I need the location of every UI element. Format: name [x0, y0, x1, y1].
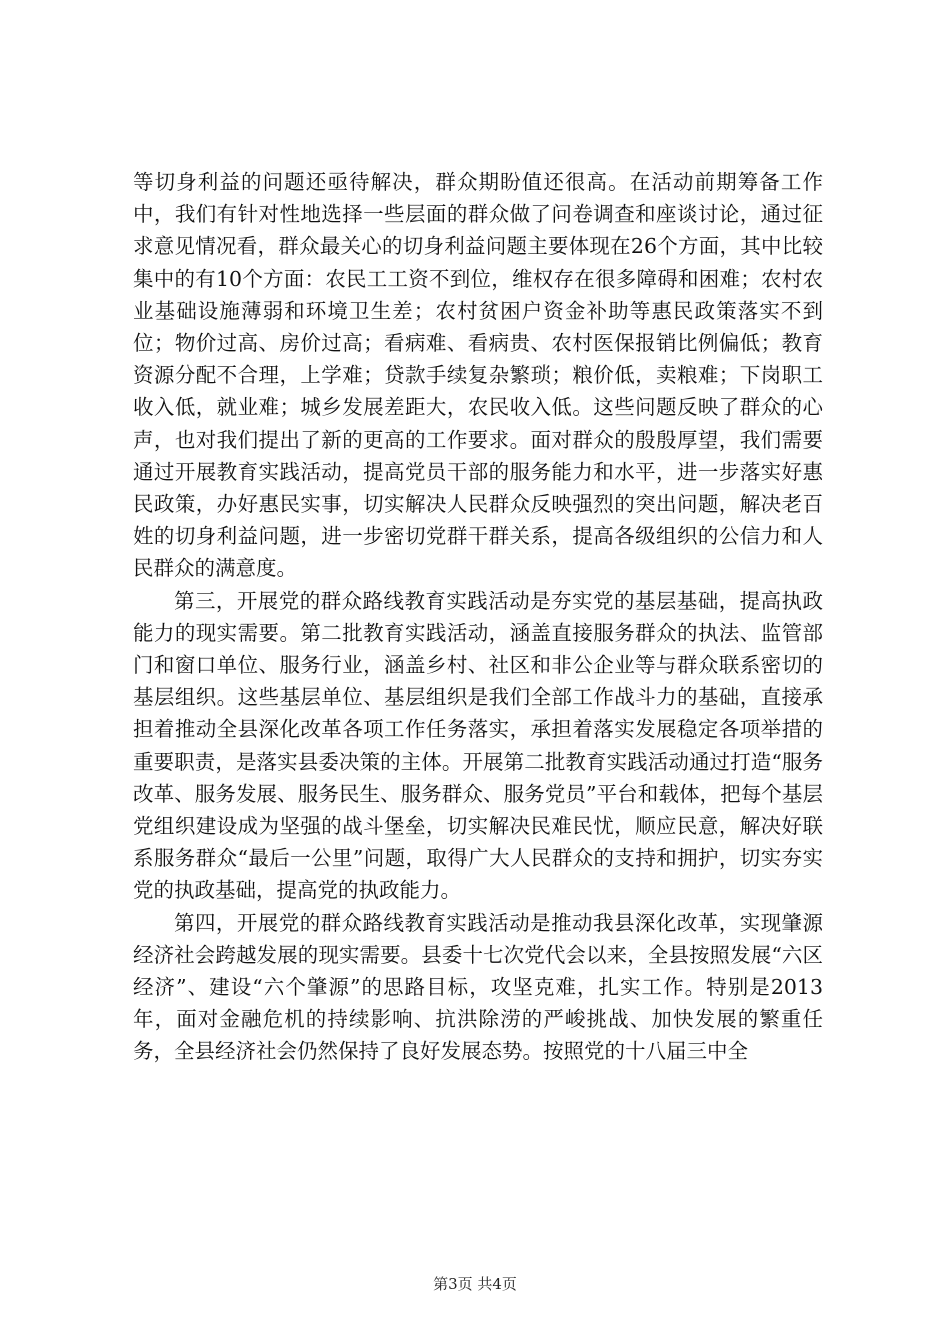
paragraph-2: 第三，开展党的群众路线教育实践活动是夯实党的基层基础，提高执政能力的现实需要。第二批教育实践活动，涵盖直接服务群众的执法、监管部门和窗口单位、服务行业，涵盖乡村、社区和非公企业等与群众联系密切的基层组织。这些基层单位、基层组织是我们全部工作战斗力的基础，直接承担着推动全县深化改革各项工作任务落实，承担着落实发展稳定各项举措的重要职责，是落实县委决策的主体。开展第二批教育实践活动通过打造“服务改革、服务发展、服务民生、服务群众、服务党员”平台和载体，把每个基层党组织建设成为坚强的战斗堡垒，切实解决民难民忧，顺应民意，解决好联系服务群众“最后一公里”问题，取得广大人民群众的支持和拥护，切实夯实党的执政基础，提高党的执政能力。: [133, 588, 823, 903]
paragraph-1: 等切身利益的问题还亟待解决，群众期盼值还很高。在活动前期筹备工作中，我们有针对性地选择一些层面的群众做了问卷调查和座谈讨论，通过征求意见情况看，群众最关心的切身利益问题主要体现在26个方面，其中比较集中的有10个方面：农民工工资不到位，维权存在很多障碍和困难；农村农业基础设施薄弱和环境卫生差；农村贫困户资金补助等惠民政策落实不到位；物价过高、房价过高；看病难、看病贵、农村医保报销比例偏低；教育资源分配不合理，上学难；贷款手续复杂繁琐；粮价低，卖粮难；下岗职工收入低，就业难；城乡发展差距大，农民收入低。这些问题反映了群众的心声，也对我们提出了新的更高的工作要求。面对群众的殷殷厚望，我们需要通过开展教育实践活动，提高党员干部的服务能力和水平，进一步落实好惠民政策，办好惠民实事，切实解决人民群众反映强烈的突出问题，解决老百姓的切身利益问题，进一步密切党群干群关系，提高各级组织的公信力和人民群众的满意度。: [133, 170, 823, 581]
paragraph-3: 第四，开展党的群众路线教育实践活动是推动我县深化改革，实现肇源经济社会跨越发展的现实需要。县委十七次党代会以来，全县按照发展“六区经济”、建设“六个肇源”的思路目标，攻坚克难，扎实工作。特别是2013年，面对金融危机的持续影响、抗洪除涝的严峻挑战、加快发展的繁重任务，全县经济社会仍然保持了良好发展态势。按照党的十八届三中全: [133, 910, 823, 1064]
body-text: [133, 166, 823, 1068]
page-footer: 第3页 共4页: [433, 1275, 517, 1293]
